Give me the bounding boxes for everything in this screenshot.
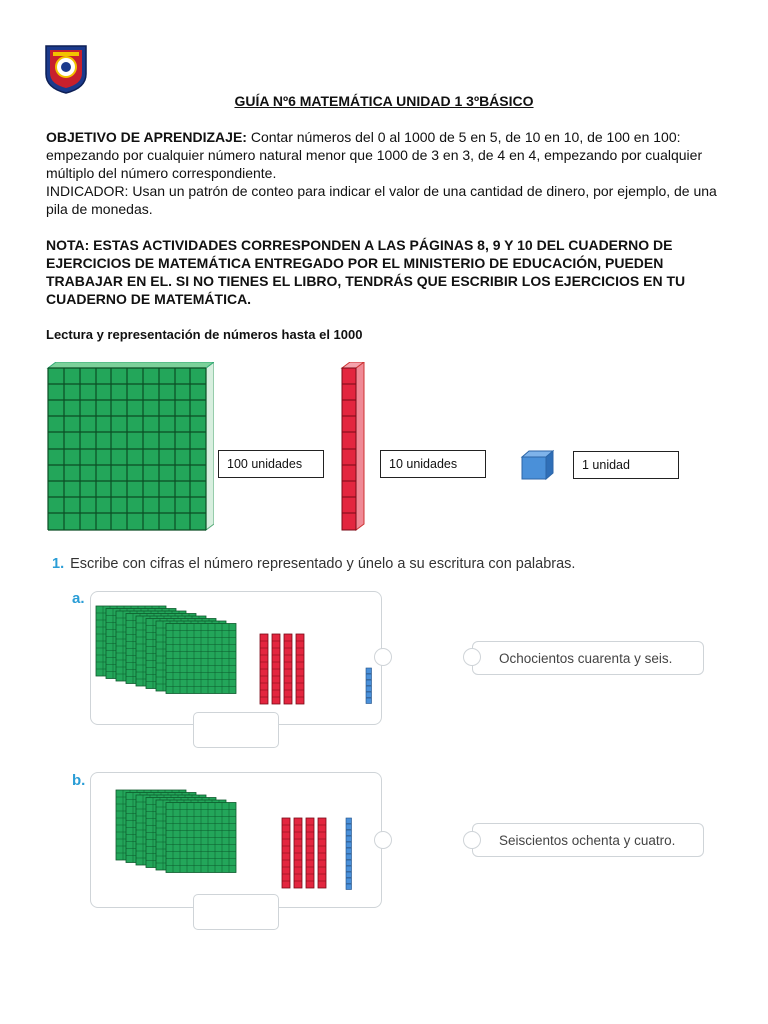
ones-group-a bbox=[366, 668, 372, 704]
unit-cube bbox=[346, 860, 352, 866]
unit-cube bbox=[346, 854, 352, 860]
connector-dot-b[interactable] bbox=[374, 831, 392, 849]
answer-box-b[interactable] bbox=[193, 894, 279, 930]
school-crest-icon bbox=[44, 44, 88, 94]
unit-cube bbox=[346, 818, 352, 824]
unit-cube bbox=[346, 884, 352, 890]
ones-group-b bbox=[346, 818, 352, 890]
hundred-block-icon bbox=[44, 362, 214, 532]
note: NOTA: ESTAS ACTIVIDADES CORRESPONDEN A LAS PÁGINAS 8, 9 Y 10 DEL CUADERNO DE EJERCICIOS DE MATEMÁTICA ENTREGADO POR EL MINISTERIO DE EDUCACIÓN, PUEDEN TRABAJAR EN EL. SI NO TIENES EL LIBRO, TENDRÁS QUE ESCRIBIR LOS EJERCICIOS EN TU CUADERNO DE MATEMÁTICA. bbox=[46, 237, 686, 307]
exercise-letter-a: a. bbox=[72, 590, 85, 607]
objective-label: OBJETIVO DE APRENDIZAJE: bbox=[46, 129, 247, 145]
phrase-dot-a[interactable] bbox=[463, 648, 481, 666]
phrase-a[interactable]: Ochocientos cuarenta y seis. bbox=[472, 641, 704, 675]
phrase-b[interactable]: Seiscientos ochenta y cuatro. bbox=[472, 823, 704, 857]
unit-cube-icon bbox=[520, 449, 554, 481]
label-100-units: 100 unidades bbox=[218, 450, 324, 478]
unit-cube bbox=[346, 836, 352, 842]
connector-dot-a[interactable] bbox=[374, 648, 392, 666]
unit-cube bbox=[346, 830, 352, 836]
task-text: Escribe con cifras el número representado y únelo a su escritura con palabras. bbox=[70, 556, 576, 572]
unit-cube bbox=[346, 848, 352, 854]
label-10-units: 10 unidades bbox=[380, 450, 486, 478]
unit-cube bbox=[366, 686, 372, 692]
label-1-unit: 1 unidad bbox=[573, 451, 679, 479]
section-title: Lectura y representación de números hasta el 1000 bbox=[46, 327, 363, 342]
page-title: GUÍA Nº6 MATEMÁTICA UNIDAD 1 3ºBÁSICO bbox=[234, 93, 534, 109]
blocks-figure-b bbox=[112, 788, 372, 898]
unit-cube bbox=[346, 878, 352, 884]
unit-cube bbox=[366, 674, 372, 680]
hundreds-group-b bbox=[116, 790, 236, 873]
answer-box-a[interactable] bbox=[193, 712, 279, 748]
exercise-letter-b: b. bbox=[72, 772, 86, 789]
unit-cube bbox=[346, 872, 352, 878]
tens-group-b bbox=[282, 818, 326, 888]
unit-cube bbox=[366, 692, 372, 698]
ten-rod-icon bbox=[340, 362, 370, 532]
task-instruction bbox=[52, 556, 575, 572]
objective-text: Contar números del 0 al 1000 de 5 en 5, de 10 en 10, de 100 en 100: empezando por cualquier número natural menor que 1000 de 3 en 3, de 4 en 4, empezando por cualquier múltiplo del número correspondiente. bbox=[46, 129, 703, 181]
unit-cube bbox=[366, 680, 372, 686]
hundreds-group-a bbox=[96, 606, 236, 694]
task-number: 1. bbox=[52, 556, 65, 572]
unit-cube bbox=[366, 668, 372, 674]
phrase-dot-b[interactable] bbox=[463, 831, 481, 849]
objective bbox=[46, 128, 726, 218]
unit-cube bbox=[366, 698, 372, 704]
blocks-figure-a bbox=[94, 604, 384, 714]
unit-cube bbox=[346, 866, 352, 872]
unit-cube bbox=[346, 824, 352, 830]
indicator: INDICADOR: Usan un patrón de conteo para indicar el valor de una cantidad de dinero, por ejemplo, de una pila de monedas. bbox=[46, 183, 717, 217]
unit-cube bbox=[346, 842, 352, 848]
tens-group-a bbox=[260, 634, 304, 704]
